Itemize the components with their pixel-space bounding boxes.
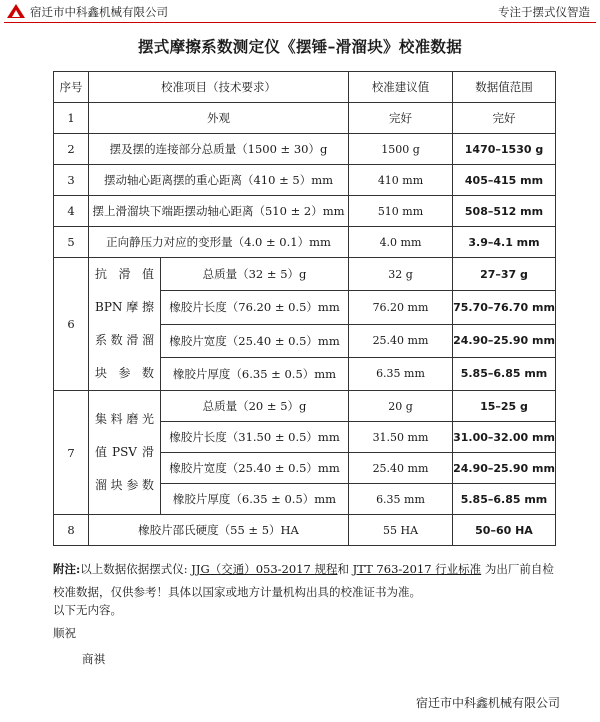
row-range: 75.70–76.70 mm — [453, 291, 556, 324]
row-rec: 510 mm — [349, 196, 453, 227]
table-row — [54, 165, 556, 196]
row-rec: 55 HA — [349, 515, 453, 546]
row-rec: 1500 g — [349, 134, 453, 165]
note-label: 附注: — [53, 562, 81, 576]
standard-jjg: JJG（交通）053-2017 规程 — [191, 562, 338, 576]
row-item: 橡胶片长度（31.50 ± 0.5）mm — [161, 422, 349, 453]
row-item: 橡胶片邵氏硬度（55 ± 5）HA — [89, 515, 349, 546]
closing-shangqi: 商祺 — [82, 652, 105, 666]
row-item: 总质量（32 ± 5）g — [161, 258, 349, 291]
header-item: 校准项目（技术要求） — [89, 72, 349, 103]
table-row — [54, 227, 556, 258]
note-and: 和 — [337, 562, 353, 576]
header-range: 数据值范围 — [453, 72, 556, 103]
row-rec: 76.20 mm — [349, 291, 453, 324]
row-item: 正向静压力对应的变形量（4.0 ± 0.1）mm — [89, 227, 349, 258]
table-row — [54, 134, 556, 165]
row-no: 5 — [54, 227, 89, 258]
row-rec: 25.40 mm — [349, 324, 453, 357]
end-of-content: 以下无内容。 — [53, 603, 122, 617]
row-no: 4 — [54, 196, 89, 227]
row-item: 橡胶片长度（76.20 ± 0.5）mm — [161, 291, 349, 324]
row-range: 5.85–6.85 mm — [453, 357, 556, 390]
header-no: 序号 — [54, 72, 89, 103]
note-text-1: 以上数据依据摆式仪: — [80, 562, 192, 576]
row-no: 8 — [54, 515, 89, 546]
table-row — [54, 391, 556, 422]
table-row — [54, 515, 556, 546]
note-paragraph — [53, 558, 563, 604]
standard-jtt: JTT 763-2017 行业标准 — [352, 562, 482, 576]
company-logo-icon — [6, 3, 26, 19]
row-range: 405–415 mm — [453, 165, 556, 196]
table-row — [54, 196, 556, 227]
row-rec: 4.0 mm — [349, 227, 453, 258]
row-range: 3.9–4.1 mm — [453, 227, 556, 258]
header-company: 宿迁市中科鑫机械有限公司 — [30, 5, 168, 19]
row-range: 508–512 mm — [453, 196, 556, 227]
row-range: 24.90–25.90 mm — [453, 453, 556, 484]
row-item: 摆及摆的连接部分总质量（1500 ± 30）g — [89, 134, 349, 165]
row-range: 完好 — [453, 103, 556, 134]
row-range: 24.90–25.90 mm — [453, 324, 556, 357]
group-param-label: 集料磨光值PSV滑溜块参数 — [89, 391, 161, 515]
row-range: 5.85–6.85 mm — [453, 484, 556, 515]
row-rec: 32 g — [349, 258, 453, 291]
row-item: 橡胶片宽度（25.40 ± 0.5）mm — [161, 453, 349, 484]
row-no: 6 — [54, 258, 89, 391]
row-range: 27–37 g — [453, 258, 556, 291]
row-range: 31.00–32.00 mm — [453, 422, 556, 453]
table-row — [54, 258, 556, 291]
header-rec: 校准建议值 — [349, 72, 453, 103]
row-rec: 6.35 mm — [349, 357, 453, 390]
row-rec: 25.40 mm — [349, 453, 453, 484]
calibration-table — [53, 71, 556, 546]
footer-company: 宿迁市中科鑫机械有限公司 — [415, 696, 560, 710]
row-item: 橡胶片宽度（25.40 ± 0.5）mm — [161, 324, 349, 357]
row-no: 1 — [54, 103, 89, 134]
row-no: 7 — [54, 391, 89, 515]
group-param-label: 抗滑值BPN摩擦系数滑溜块参数 — [89, 258, 161, 391]
table-header-row — [54, 72, 556, 103]
row-range: 50–60 HA — [453, 515, 556, 546]
header-divider — [4, 22, 596, 23]
closing-regards: 顺祝 — [53, 626, 76, 640]
row-item: 总质量（20 ± 5）g — [161, 391, 349, 422]
row-item: 橡胶片厚度（6.35 ± 0.5）mm — [161, 484, 349, 515]
row-rec: 20 g — [349, 391, 453, 422]
header-slogan: 专注于摆式仪智造 — [498, 5, 590, 19]
note-text-2: 为出厂前自检校准数据，仅供参考！具体以国家或地方计量机构出具的校准证书为准。 — [53, 562, 554, 599]
row-rec: 完好 — [349, 103, 453, 134]
row-rec: 6.35 mm — [349, 484, 453, 515]
row-no: 2 — [54, 134, 89, 165]
document-title: 摆式摩擦系数测定仪《摆锤–滑溜块》校准数据 — [137, 37, 463, 56]
row-item: 摆动轴心距离摆的重心距离（410 ± 5）mm — [89, 165, 349, 196]
row-rec: 410 mm — [349, 165, 453, 196]
row-no: 3 — [54, 165, 89, 196]
row-item: 橡胶片厚度（6.35 ± 0.5）mm — [161, 357, 349, 390]
row-item: 外观 — [89, 103, 349, 134]
row-item: 摆上滑溜块下端距摆动轴心距离（510 ± 2）mm — [89, 196, 349, 227]
row-rec: 31.50 mm — [349, 422, 453, 453]
row-range: 15–25 g — [453, 391, 556, 422]
page-header — [0, 0, 600, 24]
row-range: 1470–1530 g — [453, 134, 556, 165]
table-row — [54, 103, 556, 134]
